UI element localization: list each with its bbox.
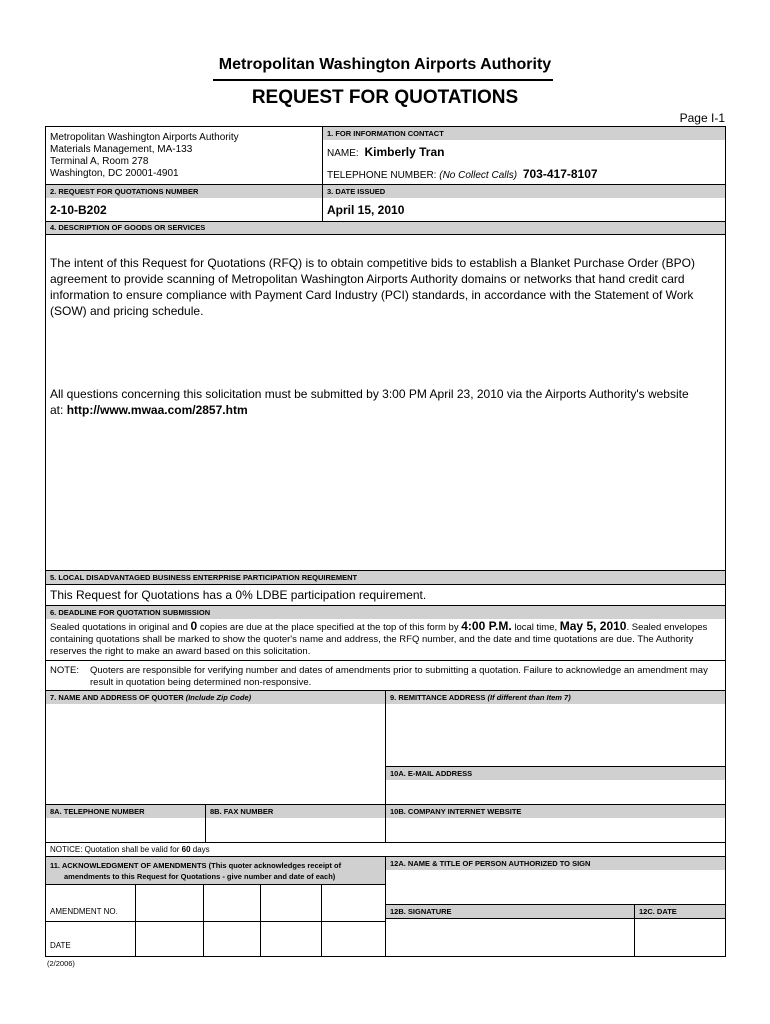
authorized-signer-field[interactable] [385, 870, 726, 904]
deadline-header: 6. DEADLINE FOR QUOTATION SUBMISSION [46, 605, 725, 619]
page-number: Page I-1 [679, 111, 725, 125]
validity-notice: NOTICE: Quotation shall be valid for 60 days [46, 842, 725, 857]
amendments-header: 11. ACKNOWLEDGMENT OF AMENDMENTS (This quoter acknowledges receipt of amendments to this Request for Quotations - give number and date of each) [46, 856, 385, 884]
quoter-header: 7. NAME AND ADDRESS OF QUOTER (Include Zip Code) [46, 690, 385, 704]
amendment-grid [46, 884, 385, 957]
signature-header: 12B. SIGNATURE [385, 904, 634, 918]
description-paragraph-1: The intent of this Request for Quotations (RFQ) is to obtain competitive bids to establish a Blanket Purchase Order (BPO) agreement to provide scanning of Metropolitan Washington Airports Authority domains or networks that hand credit card information to ensure compliance with Payment Card Industry (PCI) standards, in accordance with the Statement of Work (SOW) and pricing schedule. [50, 256, 695, 318]
deadline-text: Sealed quotations in original and 0 copies are due at the place specified at the top of this form by 4:00 P.M. local time, May 5, 2010. Sealed envelopes containing quotations shall be marked to show the quoter's name and address, the RFQ number, and the date and time quotations are due. The Authority reserves the right to make an award based on this solicitation. [50, 619, 708, 657]
title-rule [213, 79, 553, 81]
date-12c-field[interactable] [634, 918, 726, 957]
rfq-number: 2-10-B202 [50, 203, 107, 217]
ldbe-header: 5. LOCAL DISADVANTAGED BUSINESS ENTERPRISE PARTICIPATION REQUIREMENT [46, 570, 725, 584]
description-header: 4. DESCRIPTION OF GOODS OR SERVICES [46, 221, 725, 235]
contact-name: NAME: Kimberly Tran [327, 145, 445, 159]
date-12c-header: 12C. DATE [634, 904, 725, 918]
phone-field[interactable] [46, 818, 205, 842]
amendment-date-label: DATE [50, 941, 71, 950]
email-field[interactable] [385, 780, 726, 804]
date-issued: April 15, 2010 [327, 203, 405, 217]
remittance-address-field[interactable] [385, 704, 726, 766]
deadline-note: NOTE: Quoters are responsible for verifying number and dates of amendments prior to submitting a quotation. Failure to acknowledge an amendment may result in quotation being determined non-responsive. [46, 660, 725, 691]
fax-field[interactable] [205, 818, 386, 842]
rfq-number-header: 2. REQUEST FOR QUOTATIONS NUMBER [46, 184, 322, 198]
website-10b-header: 10B. COMPANY INTERNET WEBSITE [385, 804, 725, 818]
signature-field[interactable] [385, 918, 635, 957]
description-paragraph-2: All questions concerning this solicitation must be submitted by 3:00 PM April 23, 2010 via the Airports Authority's website at: http://www.mwaa.com/2857.htm [50, 387, 689, 417]
contact-phone: TELEPHONE NUMBER: (No Collect Calls) 703-417-8107 [327, 167, 598, 181]
date-issued-header: 3. DATE ISSUED [323, 184, 725, 198]
email-header: 10A. E-MAIL ADDRESS [385, 766, 725, 780]
contact-divider [322, 127, 323, 227]
phone-8a-header: 8A. TELEPHONE NUMBER [46, 804, 205, 818]
website-field[interactable] [385, 818, 726, 842]
ldbe-text: This Request for Quotations has a 0% LDBE participation requirement. [46, 584, 725, 605]
contact-header: 1. FOR INFORMATION CONTACT [323, 127, 725, 140]
website-link[interactable]: http://www.mwaa.com/2857.htm [66, 403, 248, 417]
form-revision: (2/2006) [47, 959, 75, 968]
authorized-signer-header: 12A. NAME & TITLE OF PERSON AUTHORIZED TO SIGN [385, 856, 725, 870]
issuer-address: Metropolitan Washington Airports Authority Materials Management, MA-133 Terminal A, Room 278 Washington, DC 20001-4901 [50, 132, 239, 179]
org-title: Metropolitan Washington Airports Authority [218, 56, 552, 73]
quoter-address-field[interactable] [46, 704, 385, 804]
page-title: REQUEST FOR QUOTATIONS [251, 87, 519, 108]
fax-8b-header: 8B. FAX NUMBER [205, 804, 385, 818]
amendment-number-label: AMENDMENT NO. [50, 907, 118, 916]
remittance-header: 9. REMITTANCE ADDRESS (If different than Item 7) [385, 690, 725, 704]
